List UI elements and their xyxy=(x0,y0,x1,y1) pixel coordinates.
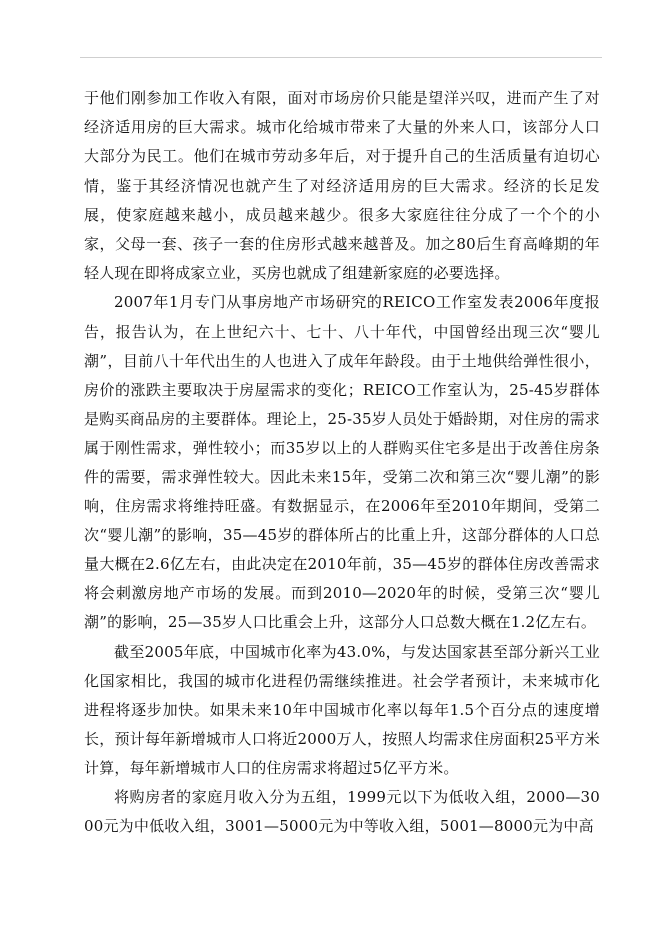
header-rule xyxy=(80,57,602,58)
paragraph-reico-report: 2007年1月专门从事房地产市场研究的REICO工作室发表2006年度报告，报告认为，在上世纪六十、七十、八十年代，中国曾经出现三次“婴儿潮”，目前八十年代出生的人也进入了成年年龄段。由于土地供给弹性很小，房价的涨跌主要取决于房屋需求的变化；REICO工作室认为，25-45岁群体是购买商品房的主要群体。理论上，25-35岁人员处于婚龄期，对住房的需求属于刚性需求，弹性较小；而35岁以上的人群购买住宅多是出于改善住房条件的需要，需求弹性较大。因此未来15年，受第二次和第三次“婴儿潮”的影响，住房需求将维持旺盛。有数据显示，在2006年至2010年期间，受第二次“婴儿潮”的影响，35—45岁的群体所占的比重上升，这部分群体的人口总量大概在2.6亿左右，由此决定在2010年前，35—45岁的群体住房改善需求将会刺激房地产市场的发展。而到2010—2020年的时候，受第三次“婴儿潮”的影响，25—35岁人口比重会上升，这部分人口总数大概在1.2亿左右。 xyxy=(84,293,600,632)
paragraph-income-groups: 将购房者的家庭月收入分为五组，1999元以下为低收入组，2000—3000元为中低收入组，3001—5000元为中等收入组，5001—8000元为中高 xyxy=(84,788,600,836)
paragraph-urbanization: 截至2005年底，中国城市化率为43.0%，与发达国家甚至部分新兴工业化国家相比，我国的城市化进程仍需继续推进。社会学者预计，未来城市化进程将逐步加快。如果未来10年中国城市化率以每年1.5个百分点的速度增长，预计每年新增城市人口将近2000万人，按照人均需求住房面积25平方米计算，每年新增城市人口的住房需求将超过5亿平方米。 xyxy=(84,642,600,777)
document-body xyxy=(84,84,600,841)
paragraph-continuation: 于他们刚参加工作收入有限，面对市场房价只能是望洋兴叹，进而产生了对经济适用房的巨大需求。城市化给城市带来了大量的外来人口，该部分人口大部分为民工。他们在城市劳动多年后，对于提升自己的生活质量有迫切心情，鉴于其经济情况也就产生了对经济适用房的巨大需求。经济的长足发展，使家庭越来越小，成员越来越少。很多大家庭往往分成了一个个的小家，父母一套、孩子一套的住房形式越来越普及。加之80后生育高峰期的年轻人现在即将成家立业，买房也就成了组建新家庭的必要选择。 xyxy=(84,89,600,283)
